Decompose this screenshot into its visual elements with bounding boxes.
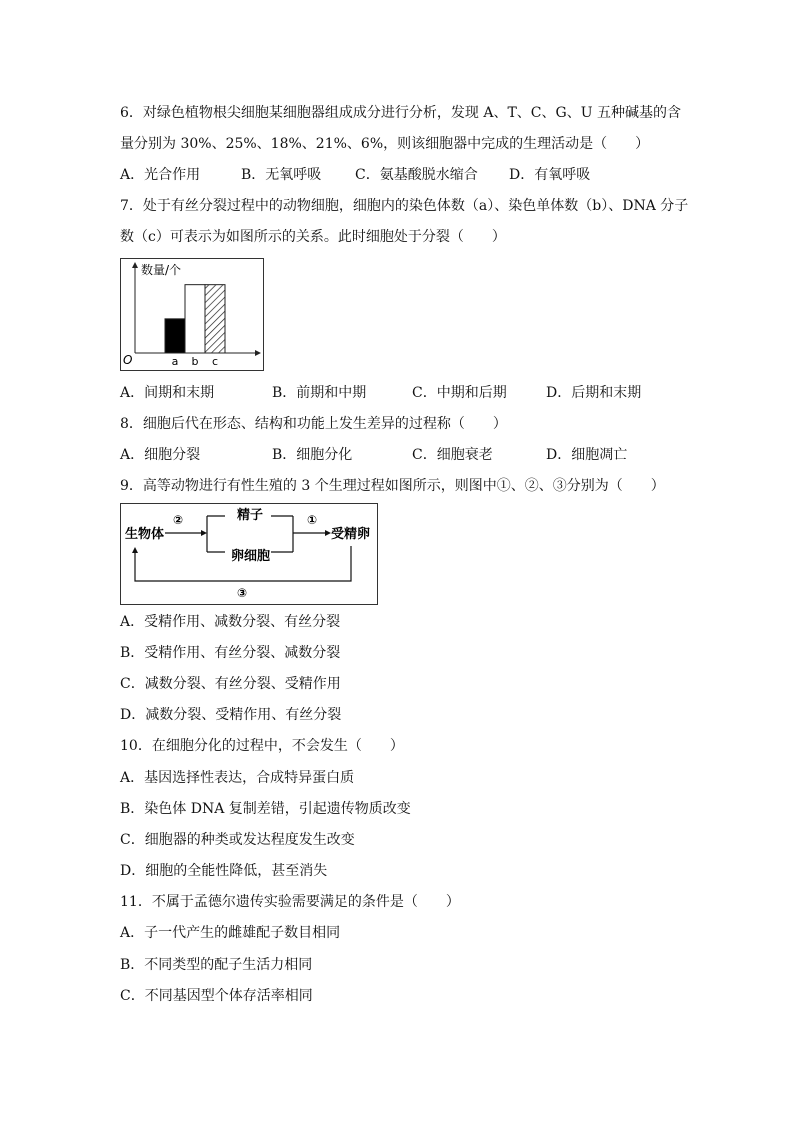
origin-label: O [123, 353, 133, 367]
zygote-label: 受精卵 [331, 527, 371, 542]
q7-stem-line2: 数（c）可表示为如图所示的关系。此时细胞处于分裂（ ） [120, 229, 506, 245]
y-axis-label: 数量/个 [141, 263, 182, 277]
q7-stem-line1: 7．处于有丝分裂过程中的动物细胞，细胞内的染色体数（a）、染色单体数（b）、DNA 分子 [120, 198, 689, 214]
reproduction-diagram [120, 503, 378, 605]
q9-option-b[interactable]: B．受精作用、有丝分裂、减数分裂 [120, 645, 341, 661]
q11-option-b[interactable]: B．不同类型的配子生活力相同 [120, 957, 313, 973]
q11-stem: 11．不属于孟德尔遗传实验需要满足的条件是（ ） [120, 894, 460, 910]
q9-option-c[interactable]: C．减数分裂、有丝分裂、受精作用 [120, 676, 341, 692]
q6-stem-line2: 量分别为 30%、25%、18%、21%、6%，则该细胞器中完成的生理活动是（ ） [120, 136, 650, 152]
q7-option-d[interactable]: D．后期和末期 [546, 385, 642, 401]
mark-3: ③ [237, 586, 248, 600]
y-axis-arrow [132, 262, 138, 268]
q9-option-d[interactable]: D．减数分裂、受精作用、有丝分裂 [120, 707, 342, 723]
arrow-2-head [201, 530, 207, 536]
q11-option-a[interactable]: A．子一代产生的雌雄配子数目相同 [120, 925, 341, 941]
q7-option-a[interactable]: A．间期和末期 [120, 385, 215, 401]
q9-stem: 9．高等动物进行有性生殖的 3 个生理过程如图所示，则图中①、②、③分别为（ ） [120, 478, 665, 494]
q10-option-c[interactable]: C．细胞器的种类或发达程度发生改变 [120, 832, 355, 848]
q10-stem: 10．在细胞分化的过程中，不会发生（ ） [120, 738, 404, 754]
bar-chart [121, 259, 263, 370]
q6-option-a[interactable]: A．光合作用 [120, 167, 201, 183]
q8-option-d[interactable]: D．细胞凋亡 [546, 447, 628, 463]
bar-c [205, 285, 225, 353]
reproduction-diagram-svg [121, 504, 377, 604]
q10-option-d[interactable]: D．细胞的全能性降低，甚至消失 [120, 863, 328, 879]
q6-option-d[interactable]: D．有氧呼吸 [509, 167, 591, 183]
tick-label-a: a [171, 355, 179, 368]
q8-stem: 8．细胞后代在形态、结构和功能上发生差异的过程称（ ） [120, 416, 507, 432]
mark-1: ① [307, 513, 318, 527]
arrow-3-head [132, 547, 138, 553]
q6-option-c[interactable]: C．氨基酸脱水缩合 [355, 167, 478, 183]
q7-option-c[interactable]: C．中期和后期 [412, 385, 507, 401]
q10-option-b[interactable]: B．染色体 DNA 复制差错，引起遗传物质改变 [120, 801, 411, 817]
q6-stem-line1: 6．对绿色植物根尖细胞某细胞器组成成分进行分析，发现 A、T、C、G、U 五种碱基的含 [120, 105, 681, 121]
bars-group [165, 285, 225, 368]
q8-option-a[interactable]: A．细胞分裂 [120, 447, 201, 463]
bar-a [165, 319, 185, 353]
q7-option-b[interactable]: B．前期和中期 [272, 385, 367, 401]
q8-option-b[interactable]: B．细胞分化 [272, 447, 353, 463]
q8-option-c[interactable]: C．细胞衰老 [412, 447, 493, 463]
bar-chart-figure [120, 258, 264, 371]
organism-label: 生物体 [125, 527, 165, 542]
q11-option-c[interactable]: C．不同基因型个体存活率相同 [120, 988, 313, 1004]
bar-b [185, 285, 205, 353]
tick-label-b: b [191, 355, 199, 368]
tick-label-c: c [211, 355, 219, 368]
egg-label: 卵细胞 [231, 549, 271, 564]
q9-option-a[interactable]: A．受精作用、减数分裂、有丝分裂 [120, 614, 341, 630]
x-axis-arrow [255, 350, 261, 356]
mark-2: ② [173, 513, 184, 527]
q6-option-b[interactable]: B．无氧呼吸 [241, 167, 322, 183]
q10-option-a[interactable]: A．基因选择性表达，合成特异蛋白质 [120, 770, 355, 786]
sperm-label: 精子 [237, 508, 264, 523]
